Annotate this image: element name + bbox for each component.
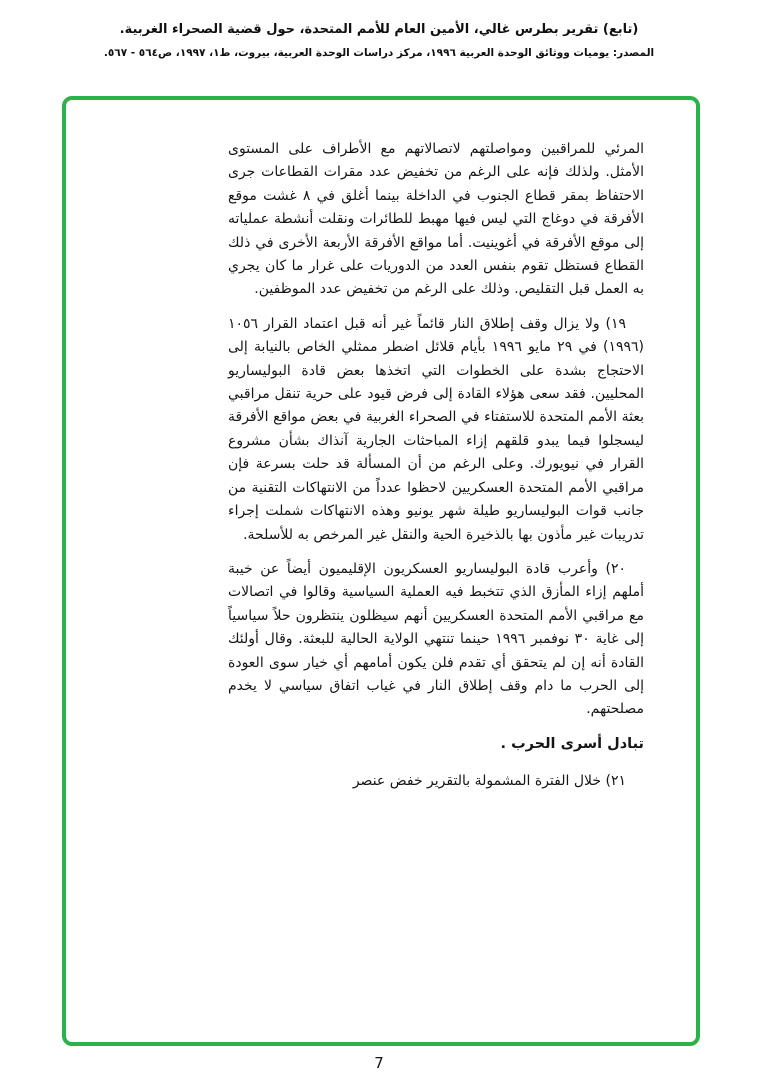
body-text <box>228 138 644 805</box>
paragraph-19: ١٩) ولا يزال وقف إطلاق النار قائماً غير أنه قبل اعتماد القرار ١٠٥٦ (١٩٩٦) في ٢٩ مايو ١٩٩٦ بأيام قلائل اضطر ممثلي الخاص بالنيابة إلى الاحتجاج بشدة على الخطوات التي اتخذها بعض قادة البوليساريو المحليين. فقد سعى هؤلاء القادة إلى فرض قيود على حرية تنقل مراقبي بعثة الأمم المتحدة للاستفتاء في الصحراء الغربية في بعض مواقع الأفرقة ليسجلوا فيما يبدو قلقهم إزاء المباحثات الجارية آنذاك بشأن مشروع القرار في نيويورك. وعلى الرغم من أن المسألة قد حلت بسرعة فإن مراقبي الأمم المتحدة العسكريين لاحظوا عدداً من الانتهاكات التقنية من جانب قوات البوليساريو طيلة شهر يونيو وهذه الانتهاكات شملت إجراء تدريبات غير مأذون بها بالذخيرة الحية والنقل غير المرخص به للأسلحة. <box>228 315 644 543</box>
content-border-box <box>62 96 700 1046</box>
document-title: (تابع) تقرير بطرس غالي، الأمين العام للأمم المتحدة، حول قضية الصحراء الغربية. <box>119 22 639 37</box>
document-source: المصدر: يوميات ووثائق الوحدة العربية ١٩٩٦، مركز دراسات الوحدة العربية، بيروت، ط١، ١٩٩٧، ص٥٦٤ - ٥٦٧. <box>103 47 655 59</box>
paragraph-continuation: المرئي للمراقبين ومواصلتهم لاتصالاتهم مع الأطراف على المستوى الأمثل. ولذلك فإنه على الرغم من تخفيض عدد مقرات القطاعات جرى الاحتفاظ بمقر قطاع الجنوب في الداخلة بينما أغلق في ٨ غشت موقع الأفرقة في دوغاج التي ليس فيها مهبط للطائرات ونقلت أنشطة عملياته إلى موقع الأفرقة في أغوينيت. أما مواقع الأفرقة الأربعة الأخرى في ذلك القطاع فستظل تقوم بنفس العدد من الدوريات على غرار ما كان يجري به العمل قبل التقليص. وذلك على الرغم من تخفيض عدد الموظفين. <box>228 141 644 298</box>
paragraph-20: ٢٠) وأعرب قادة البوليساريو العسكريون الإقليميون أيضاً عن خيبة أملهم إزاء المأزق الذي تتخبط فيه العملية السياسية وقالوا في اتصالات مع مراقبي الأمم المتحدة العسكريين أنهم سيظلون ينتظرون حلاً سياسياً إلى غاية ٣٠ نوفمبر ١٩٩٦ حينما تنتهي الولاية الحالية للبعثة. وقال أولئك القادة أنه إن لم يتحقق أي تقدم فلن يكون أمامهم أي خيار سوى العودة إلى الحرب ما دام وقف إطلاق النار في غياب اتفاق سياسي لا يخدم مصلحتهم. <box>228 560 645 718</box>
section-heading-prisoner-exchange: تبادل أسرى الحرب . <box>500 735 644 752</box>
paragraph-21: ٢١) خلال الفترة المشمولة بالتقرير خفض عنصر <box>352 773 626 790</box>
page-footer <box>0 1054 758 1072</box>
page-number: 7 <box>374 1054 384 1072</box>
document-header <box>0 22 758 59</box>
